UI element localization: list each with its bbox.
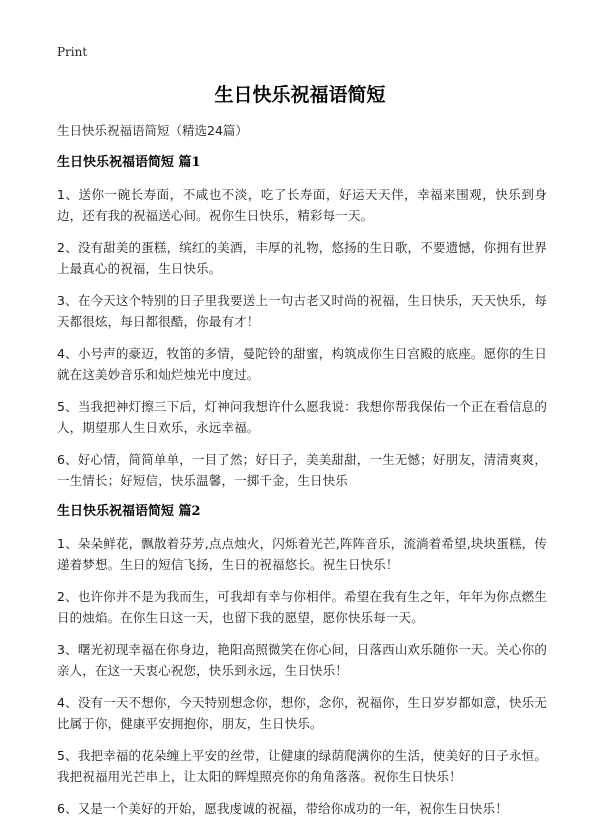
paragraph: 1、送你一碗长寿面，不咸也不淡，吃了长寿面，好运天天伴，幸福来围观，快乐到身边，还有我的祝福送心间。祝你生日快乐，精彩每一天。	[57, 187, 547, 223]
paragraph: 4、没有一天不想你，今天特别想念你，想你，念你，祝福你，生日岁岁都如意，快乐无比属于你，健康平安拥抱你，朋友，生日快乐。	[57, 695, 547, 731]
section-heading: 生日快乐祝福语简短 篇1	[57, 155, 201, 170]
paragraph: 3、在今天这个特别的日子里我要送上一句古老又时尚的祝福，生日快乐，天天快乐，每天都很炫，每日都很酷，你最有才！	[57, 293, 547, 329]
paragraph: 6、又是一个美好的开始，愿我虔诚的祝福，带给你成功的一年，祝你生日快乐！	[57, 801, 508, 816]
paragraph: 4、小号声的豪迈，牧笛的多情，曼陀铃的甜蜜，构筑成你生日宫殿的底座。愿你的生日就在这美妙音乐和灿烂烛光中度过。	[57, 346, 547, 382]
print-link[interactable]: Print	[57, 45, 88, 59]
section-1	[57, 154, 547, 491]
section-heading: 生日快乐祝福语简短 篇2	[57, 504, 201, 519]
document-subtitle: 生日快乐祝福语简短（精选24篇）	[57, 123, 248, 138]
section-2	[57, 503, 547, 819]
paragraph: 5、当我把神灯擦三下后，灯神问我想许什么愿我说：我想你帮我保佑一个正在看信息的人，期望那人生日欢乐，永远幸福。	[57, 399, 547, 435]
paragraph: 1、朵朵鲜花，飘散着芬芳,点点烛火，闪烁着光芒,阵阵音乐，流淌着希望,块块蛋糕，传递着梦想。生日的短信飞扬，生日的祝福悠长。祝生日快乐！	[57, 536, 547, 572]
paragraph: 2、也许你并不是为我而生，可我却有幸与你相伴。希望在我有生之年，年年为你点燃生日的烛焰。在你生日这一天，也留下我的愿望，愿你快乐每一天。	[57, 589, 547, 625]
paragraph: 2、没有甜美的蛋糕，缤红的美酒，丰厚的礼物，悠扬的生日歌，不要遗憾，你拥有世界上最真心的祝福，生日快乐。	[57, 240, 547, 276]
page-title: 生日快乐祝福语简短	[214, 84, 386, 106]
paragraph: 3、曙光初现幸福在你身边，艳阳高照微笑在你心间，日落西山欢乐随你一天。关心你的亲人，在这一天衷心祝您，快乐到永远，生日快乐！	[57, 642, 547, 678]
paragraph: 6、好心情，简简单单，一目了然；好日子，美美甜甜，一生无憾；好朋友，清清爽爽，一生情长；好短信，快乐温馨，一掷千金，生日快乐	[57, 452, 547, 488]
document-content	[57, 122, 547, 830]
paragraph: 5、我把幸福的花朵缠上平安的丝带，让健康的绿荫爬满你的生活，使美好的日子永恒。我把祝福用光芒串上，让太阳的辉煌照亮你的角角落落。祝你生日快乐！	[57, 748, 547, 784]
